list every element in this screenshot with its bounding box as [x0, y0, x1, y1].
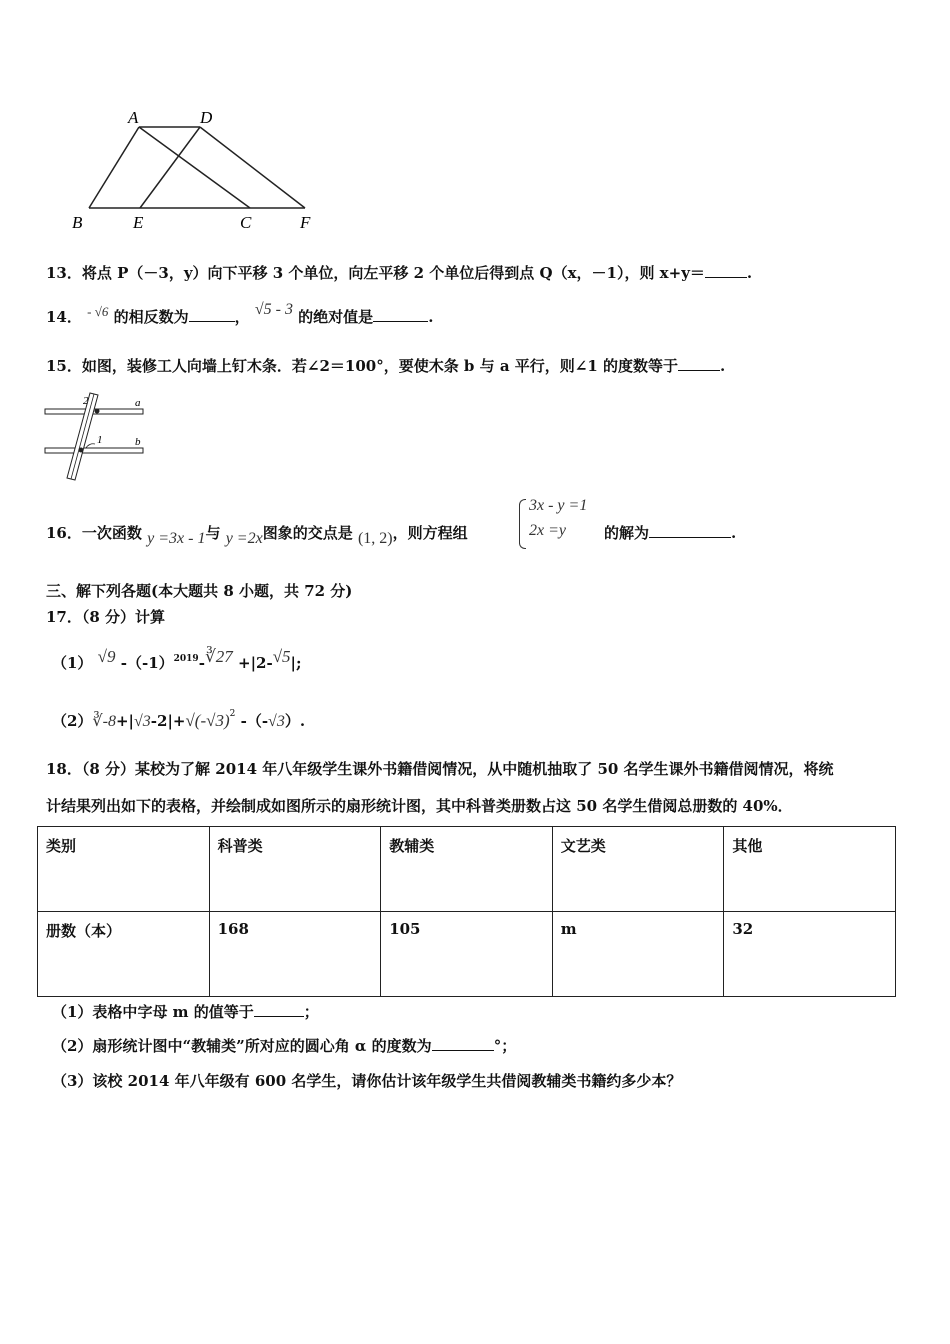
line-a-label: a	[135, 397, 141, 409]
q16-equation-2: 2x =y	[529, 522, 566, 539]
q14-expr-sqrt5-minus-3: √5 - 3	[254, 301, 293, 318]
q14-expr-neg-sqrt6: - √6	[87, 304, 109, 319]
q18-sub-1: （1）表格中字母 m 的值等于 ；	[52, 1003, 319, 1021]
label-E: E	[133, 213, 144, 232]
table-cell: 105	[381, 912, 553, 997]
question-15: 15．如图，装修工人向墙上钉木条．若∠2＝100°，要使木条 b 与 a 平行，则∠1 的度数等于 .	[46, 357, 726, 375]
label-F: F	[300, 213, 311, 232]
label-A: A	[128, 108, 139, 127]
question-17-title: 17．（8 分）计算	[46, 608, 166, 626]
q14-blank-2[interactable]	[373, 307, 428, 322]
table-cell: 32	[724, 912, 896, 997]
q18-sub-2: （2）扇形统计图中“教辅类”所对应的圆心角 α 的度数为 °；	[52, 1037, 517, 1055]
table-row	[38, 912, 896, 997]
q17-part-2: $(2)∛-8+|√3-2|+√(-√3)^2$ -（-√3）.	[52, 709, 306, 730]
label-B: B	[72, 213, 83, 232]
table-header-cell: 科普类	[209, 827, 381, 912]
table-header-cell: 其他	[724, 827, 896, 912]
line-b-label: b	[135, 436, 141, 448]
label-D: D	[200, 108, 213, 127]
table-cell: 册数（本）	[38, 912, 210, 997]
question-14: 14． - √6 的相反数为 ， √5 - 3 的绝对值是 .	[46, 301, 434, 326]
q17-part-1: （1） √9 $-(-1)^{2019}-∛27 +|2-√5|$;	[52, 647, 302, 672]
q18-sub-3: （3）该校 2014 年八年级有 600 名学生，请你估计该年级学生共借阅教辅类书籍约多少本？	[52, 1072, 682, 1090]
q13-text: 13．将点 P（－3，y）向下平移 3 个单位，向左平移 2 个单位后得到点 Q（x，－1），则 x+y＝	[46, 264, 705, 282]
q16-point: (1, 2)	[357, 530, 393, 547]
q13-answer-blank[interactable]	[705, 263, 747, 278]
table-header-cell: 类别	[38, 827, 210, 912]
q16-tail: 的解为 .	[604, 524, 737, 542]
label-C: C	[240, 213, 252, 232]
question-13: 13．将点 P（－3，y）向下平移 3 个单位，向左平移 2 个单位后得到点 Q（x，－1），则 x+y＝ .	[46, 264, 753, 282]
q16-equation-1: 3x - y =1	[529, 497, 588, 514]
angle-2-label: 2	[83, 395, 89, 407]
q15-text: 15．如图，装修工人向墙上钉木条．若∠2＝100°，要使木条 b 与 a 平行，则∠1 的度数等于	[46, 357, 679, 375]
table-header-row	[38, 827, 896, 912]
angle-1-label: 1	[97, 434, 103, 446]
table-cell: 168	[209, 912, 381, 997]
q18-sub2-blank[interactable]	[432, 1036, 494, 1051]
geometry-figure-abdcef	[60, 105, 340, 235]
q18-line-1: 18．（8 分）某校为了解 2014 年八年级学生课外书籍借阅情况，从中随机抽取了 50 名学生课外书籍借阅情况，将统	[46, 760, 834, 778]
question-16: 16．一次函数 y =3x - 1与 y =2x图象的交点是 (1, 2)，则方程组	[46, 524, 468, 547]
q16-function-2: y =2x	[225, 530, 263, 547]
q18-line-2: 计结果列出如下的表格，并绘制成如图所示的扇形统计图，其中科普类册数占这 50 名学生借阅总册数的 40%．	[46, 797, 793, 815]
nail-board-figure	[42, 390, 152, 482]
table-header-cell: 教辅类	[381, 827, 553, 912]
section-3-heading: 三、解下列各题(本大题共 8 小题，共 72 分)	[46, 582, 353, 600]
table-cell: m	[552, 912, 724, 997]
q15-answer-blank[interactable]	[678, 356, 720, 371]
q14-blank-1[interactable]	[189, 307, 235, 322]
q16-function-1: y =3x - 1	[147, 530, 206, 547]
q18-sub1-blank[interactable]	[254, 1002, 304, 1017]
q16-answer-blank[interactable]	[649, 523, 731, 538]
table-header-cell: 文艺类	[552, 827, 724, 912]
book-borrowing-table	[37, 826, 896, 997]
